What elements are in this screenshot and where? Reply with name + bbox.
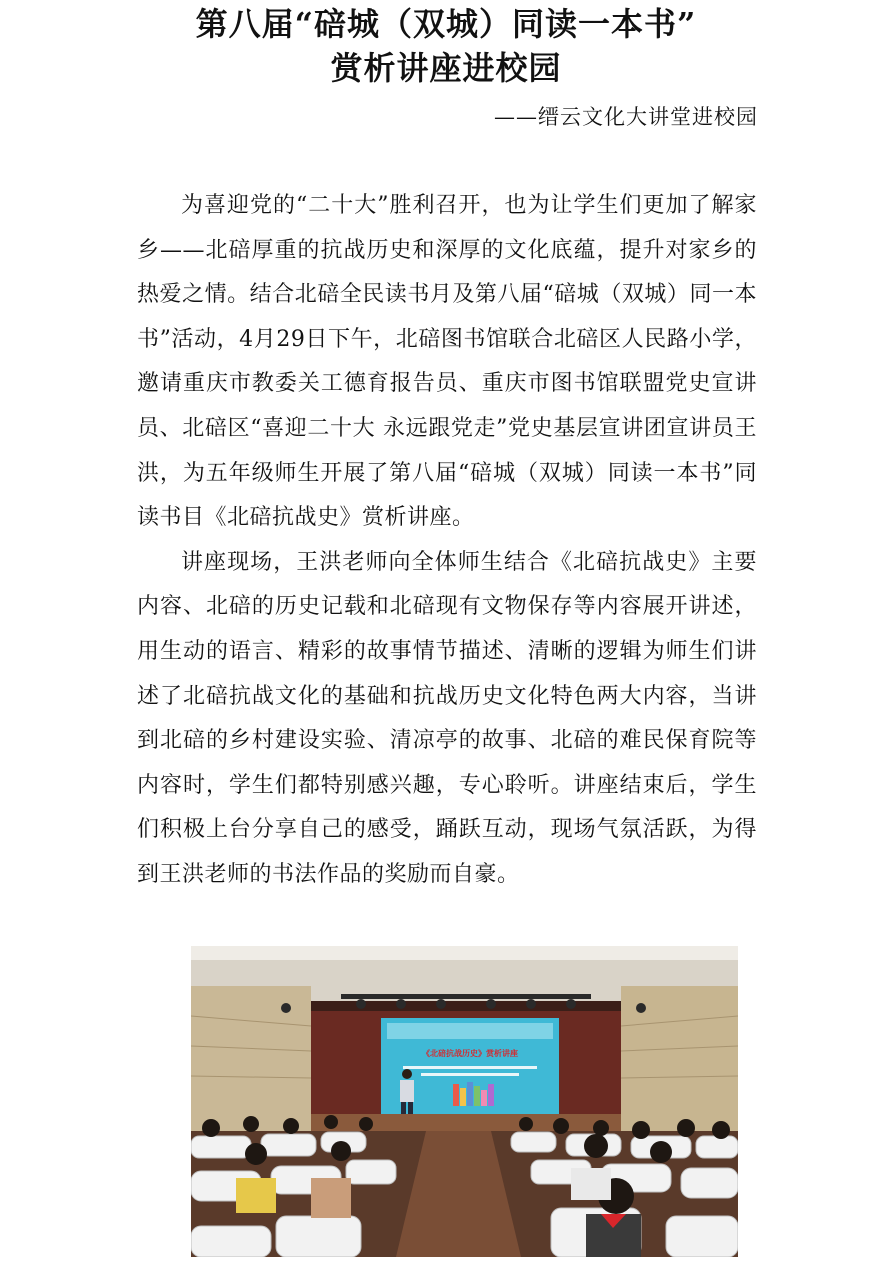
screen-heading: 《北碚抗战历史》赏析讲座 [422,1049,518,1058]
article-body [137,184,757,898]
paragraph-2: 讲座现场，王洪老师向全体师生结合《北碚抗战史》主要内容、北碚的历史记载和北碚现有文物保存等内容展开讲述，用生动的语言、精彩的故事情节描述、清晰的逻辑为师生们讲述了北碚抗战文化的基础和抗战历史文化特色两大内容，当讲到北碚的乡村建设实验、清凉亭的故事、北碚的难民保育院等内容时，学生们都特别感兴趣，专心聆听。讲座结束后，学生们积极上台分享自己的感受，踊跃互动，现场气氛活跃，为得到王洪老师的书法作品的奖励而自豪。 [137,549,757,887]
title-line-1: 第八届“碚城（双城）同读一本书” [195,5,697,43]
subtitle: ——缙云文化大讲堂进校园 [494,105,758,129]
lecture-photo [191,946,738,1257]
paragraph-1: 为喜迎党的“二十大”胜利召开，也为让学生们更加了解家乡——北碚厚重的抗战历史和深厚的文化底蕴，提升对家乡的热爱之情。结合北碚全民读书月及第八届“碚城（双城）同一本书”活动，4月29日下午，北碚图书馆联合北碚区人民路小学，邀请重庆市教委关工德育报告员、重庆市图书馆联盟党史宣讲员、北碚区“喜迎二十大 永远跟党走”党史基层宣讲团宣讲员王洪，为五年级师生开展了第八届“碚城（双城）同读一本书”同读书目《北碚抗战史》赏析讲座。 [137,193,757,531]
title-line-2: 赏析讲座进校园 [330,49,562,87]
